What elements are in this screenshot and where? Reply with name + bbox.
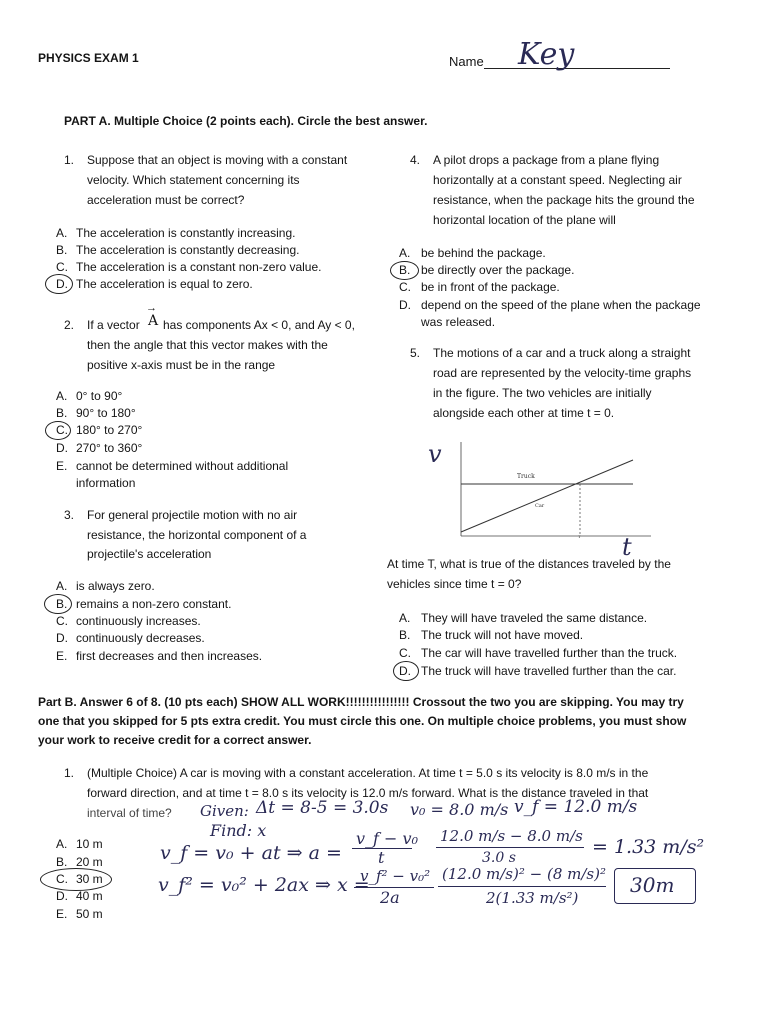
question-text-line: A pilot drops a package from a plane flying xyxy=(433,153,660,167)
hand-eq1-frac-bot: t xyxy=(378,848,385,867)
question-text-line: acceleration must be correct? xyxy=(87,193,245,207)
option-text: is always zero. xyxy=(76,579,155,593)
option-text: The acceleration is constantly increasing. xyxy=(76,226,296,240)
hand-given-label: Given: xyxy=(200,802,249,820)
name-signature: Key xyxy=(518,37,575,72)
question-text-line: resistance, the horizontal component of a xyxy=(87,528,307,542)
truck-label: Truck xyxy=(517,473,535,480)
option-text: The acceleration is a constant non-zero value. xyxy=(76,260,322,274)
question-text-line: velocity. Which statement concerning its xyxy=(87,173,300,187)
answer-circle xyxy=(40,868,112,891)
option-text: The acceleration is equal to zero. xyxy=(76,277,253,291)
hand-eq2-num-top: (12.0 m/s)² − (8 m/s)² xyxy=(442,865,606,883)
question-text-line: (Multiple Choice) A car is moving with a constant acceleration. At time t = 5.0 s its velocity is 8.0 m/s in the xyxy=(87,766,649,780)
option-letter: B. xyxy=(399,628,411,642)
option-text: be behind the package. xyxy=(421,246,546,260)
question-text-line: horizontal location of the plane will xyxy=(433,213,616,227)
option-text: remains a non-zero constant. xyxy=(76,597,232,611)
question-text-line: alongside each other at time t = 0. xyxy=(433,406,615,420)
question-number: 5. xyxy=(410,346,421,360)
hand-answer: 30m xyxy=(630,873,675,897)
part-b-heading-line: your work to receive credit for a correct answer. xyxy=(38,733,312,747)
vector-arrow: → xyxy=(146,302,157,314)
option-letter: D. xyxy=(56,631,68,645)
question-text-line: interval of time? xyxy=(87,806,172,820)
option-letter: C. xyxy=(56,614,68,628)
hand-eq1-num-bot: 3.0 s xyxy=(482,850,516,866)
option-letter: B. xyxy=(56,243,68,257)
hand-eq2-frac-top: v_f² − v₀² xyxy=(360,867,431,885)
option-text: 0° to 90° xyxy=(76,389,123,403)
option-text: depend on the speed of the plane when the package xyxy=(421,298,701,312)
hand-v-label: v xyxy=(428,440,442,468)
question-text-line: horizontally at a constant speed. Neglecting air xyxy=(433,173,682,187)
option-text: 30 m xyxy=(76,872,103,886)
option-letter: A. xyxy=(399,611,411,625)
question-text-line: vehicles since time t = 0? xyxy=(387,577,522,591)
answer-circle xyxy=(45,274,73,294)
question-number: 1. xyxy=(64,153,75,167)
question-number: 3. xyxy=(64,508,75,522)
question-text-line: resistance, when the package hits the ground the xyxy=(433,193,695,207)
option-text-cont: information xyxy=(76,476,136,490)
question-text-line: positive x-axis must be in the range xyxy=(87,358,276,372)
question-text-line: in the figure. The two vehicles are initially xyxy=(433,386,652,400)
hand-fraction-bar xyxy=(436,847,584,848)
hand-eq1-frac-top: v_f − v₀ xyxy=(356,829,418,848)
option-letter: E. xyxy=(56,907,68,921)
question-text-line: forward direction, and at time t = 8.0 s its velocity is 12.0 m/s forward. What is the distance traveled in that xyxy=(87,786,649,800)
hand-given-v0: v₀ = 8.0 m/s xyxy=(410,800,509,819)
option-text: 10 m xyxy=(76,837,103,851)
question-number: 1. xyxy=(64,766,75,780)
hand-eq1-left: v_f = v₀ + at ⇒ a = xyxy=(160,842,342,864)
option-letter: D. xyxy=(399,664,411,678)
option-text: The car will have travelled further than the truck. xyxy=(421,646,678,660)
hand-fraction-bar xyxy=(438,886,606,887)
question-number: 4. xyxy=(410,153,421,167)
hand-given-vf: v_f = 12.0 m/s xyxy=(514,797,638,817)
option-text: continuously decreases. xyxy=(76,631,205,645)
question-text-line: If a vector xyxy=(87,318,140,332)
option-text: 40 m xyxy=(76,889,103,903)
question-text-line: then the angle that this vector makes with the xyxy=(87,338,328,352)
hand-eq2-num-bot: 2(1.33 m/s²) xyxy=(486,889,579,907)
hand-eq2-frac-bot: 2a xyxy=(380,888,400,907)
option-letter: E. xyxy=(56,459,68,473)
question-text-line: Suppose that an object is moving with a constant xyxy=(87,153,348,167)
option-text: 180° to 270° xyxy=(76,423,143,437)
option-letter: A. xyxy=(56,579,68,593)
option-text: first decreases and then increases. xyxy=(76,649,263,663)
option-letter: D. xyxy=(56,277,68,291)
option-letter: D. xyxy=(56,889,68,903)
option-text: The acceleration is constantly decreasing. xyxy=(76,243,300,257)
option-text: The truck will have travelled further than the car. xyxy=(421,664,677,678)
question-text-line: The motions of a car and a truck along a straight xyxy=(433,346,691,360)
option-letter: B. xyxy=(399,263,411,277)
option-text: 20 m xyxy=(76,855,103,869)
part-b-heading-line: one that you skipped for 5 pts extra credit. You must circle this one. On multiple choice problems, you must show xyxy=(38,714,687,728)
velocity-time-graph xyxy=(455,440,655,540)
hand-given-dt: Δt = 8-5 = 3.0s xyxy=(256,798,389,818)
option-letter: C. xyxy=(399,646,411,660)
option-letter: A. xyxy=(56,389,68,403)
question-text-line: projectile's acceleration xyxy=(87,547,212,561)
hand-eq2-left: v_f² = v₀² + 2ax ⇒ x = xyxy=(158,874,370,896)
exam-title: PHYSICS EXAM 1 xyxy=(38,51,139,65)
option-text: continuously increases. xyxy=(76,614,201,628)
answer-circle xyxy=(390,261,419,280)
option-text: be in front of the package. xyxy=(421,280,560,294)
option-text: The truck will not have moved. xyxy=(421,628,584,642)
question-text-line: At time T, what is true of the distances traveled by the xyxy=(387,557,671,571)
name-line xyxy=(484,68,670,69)
option-letter: E. xyxy=(56,649,68,663)
option-text-cont: was released. xyxy=(421,315,496,329)
option-text: 50 m xyxy=(76,907,103,921)
car-velocity-line xyxy=(461,460,633,532)
option-letter: D. xyxy=(399,298,411,312)
option-letter: A. xyxy=(399,246,411,260)
answer-circle xyxy=(45,421,71,440)
option-letter: C. xyxy=(399,280,411,294)
answer-circle xyxy=(393,661,419,681)
answer-circle xyxy=(44,594,72,614)
t-tick-label: T xyxy=(578,534,581,539)
question-text-line: has components Ax < 0, and Ay < 0, xyxy=(163,318,355,332)
option-text: be directly over the package. xyxy=(421,263,575,277)
part-b-heading-line: Part B. Answer 6 of 8. (10 pts each) SHOW ALL WORK!!!!!!!!!!!!!!!! Crossout the two you are skipping. You may try xyxy=(38,695,684,709)
option-letter: C. xyxy=(56,872,68,886)
hand-t-label: t xyxy=(622,533,632,561)
car-label: Car xyxy=(535,503,545,509)
option-letter: C. xyxy=(56,260,68,274)
vector-symbol: A xyxy=(148,313,159,329)
question-text-line: For general projectile motion with no air xyxy=(87,508,298,522)
option-letter: B. xyxy=(56,597,68,611)
question-number: 2. xyxy=(64,318,75,332)
option-text: 90° to 180° xyxy=(76,406,136,420)
hand-eq1-num-top: 12.0 m/s − 8.0 m/s xyxy=(440,827,583,845)
option-text: cannot be determined without additional xyxy=(76,459,289,473)
option-letter: A. xyxy=(56,226,68,240)
hand-eq1-result: = 1.33 m/s² xyxy=(592,836,705,858)
question-text-line: road are represented by the velocity-time graphs xyxy=(433,366,692,380)
option-text: 270° to 360° xyxy=(76,441,143,455)
hand-find: Find: x xyxy=(210,821,267,840)
option-text: They will have traveled the same distance. xyxy=(421,611,648,625)
name-label: Name xyxy=(449,54,484,69)
option-letter: C. xyxy=(56,423,68,437)
option-letter: D. xyxy=(56,441,68,455)
option-letter: A. xyxy=(56,837,68,851)
part-a-heading: PART A. Multiple Choice (2 points each). Circle the best answer. xyxy=(64,114,428,128)
option-letter: B. xyxy=(56,855,68,869)
option-letter: B. xyxy=(56,406,68,420)
